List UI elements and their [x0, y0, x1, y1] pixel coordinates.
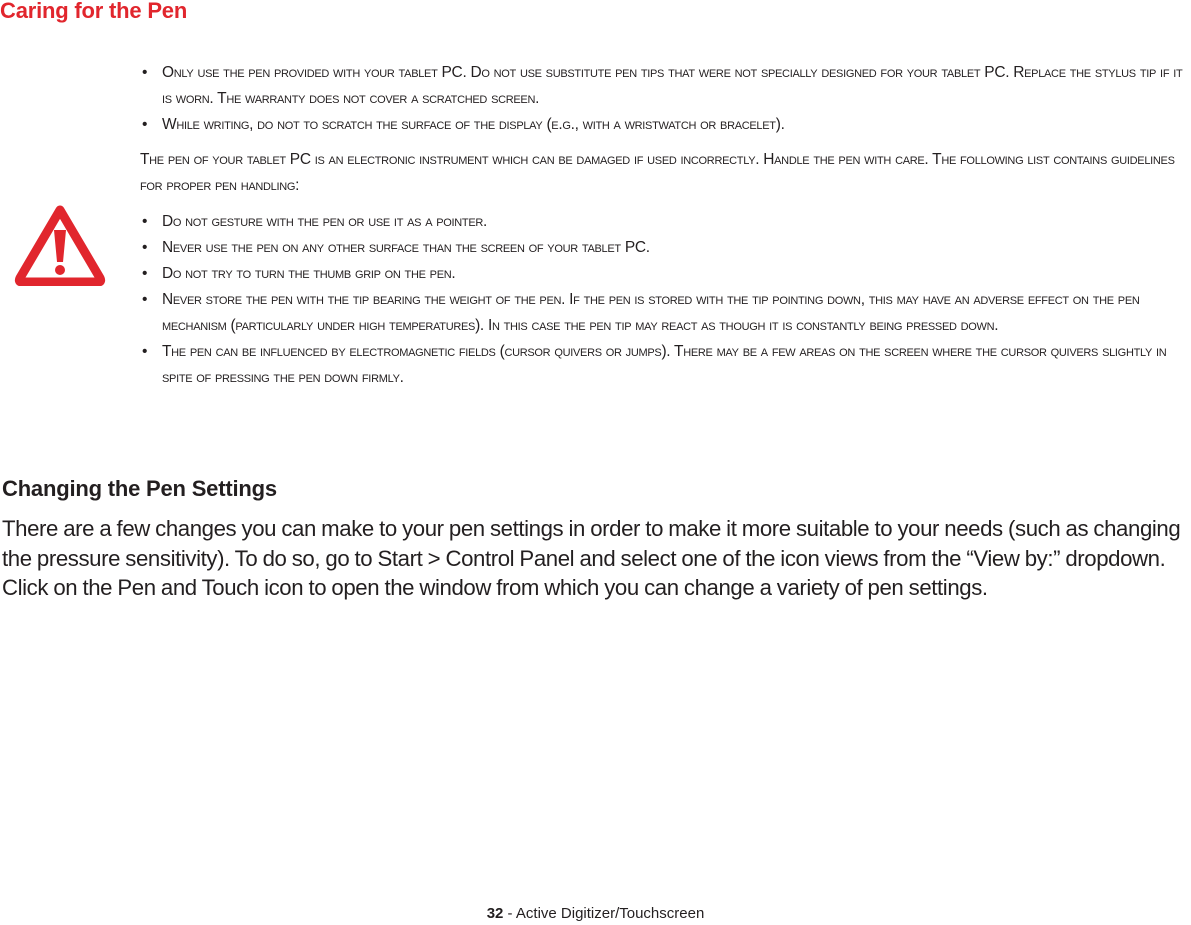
list-item-text: While writing, do not to scratch the surface of the display (e.g., with a wristwatch or bracelet). — [162, 116, 785, 133]
section-title-caring: Caring for the Pen — [0, 0, 188, 23]
list-item: • Do not gesture with the pen or use it as a pointer. — [142, 209, 1188, 235]
footer-separator: - — [503, 905, 516, 922]
warning-triangle-icon — [14, 204, 106, 286]
list-item-text: Do not gesture with the pen or use it as a pointer. — [162, 213, 488, 230]
pen-handling-list — [142, 209, 1188, 391]
list-item-text: Only use the pen provided with your tablet PC. Do not use substitute pen tips that were not specially designed for your tablet PC. Replace the stylus tip if it is worn. The warranty does not cover a scratched screen. — [162, 64, 1183, 107]
list-item-text: The pen can be influenced by electromagnetic fields (cursor quivers or jumps). There may be a few areas on the screen where the cursor quivers slightly in spite of pressing the pen down firmly. — [162, 343, 1167, 386]
page-footer — [0, 905, 1191, 922]
list-item-text: Never store the pen with the tip bearing the weight of the pen. If the pen is stored with the tip pointing down, this may have an adverse effect on the pen mechanism (particularly under high temperatures). In this case the pen tip may react as though it is constantly being pressed down. — [162, 291, 1140, 334]
section-title-pen-settings: Changing the Pen Settings — [2, 476, 277, 501]
page-number: 32 — [486, 905, 504, 922]
list-item-text: Never use the pen on any other surface than the screen of your tablet PC. — [162, 239, 650, 256]
list-item: • The pen can be influenced by electromagnetic fields (cursor quivers or jumps). There may be a few areas on the screen where the cursor quivers slightly in spite of pressing the pen down firmly. — [142, 339, 1188, 391]
list-item: • Only use the pen provided with your tablet PC. Do not use substitute pen tips that were not specially designed for your tablet PC. Replace the stylus tip if it is worn. The warranty does not cover a scratched screen. — [142, 60, 1188, 112]
list-item: • Never use the pen on any other surface than the screen of your tablet PC. — [142, 235, 1188, 261]
pen-care-list — [142, 60, 1188, 138]
list-item: • Do not try to turn the thumb grip on the pen. — [142, 261, 1188, 287]
pen-intro-paragraph: The pen of your tablet PC is an electronic instrument which can be damaged if used incorrectly. Handle the pen with care. The following list contains guidelines for proper pen handling: — [140, 151, 1175, 194]
list-item: • Never store the pen with the tip bearing the weight of the pen. If the pen is stored with the tip pointing down, this may have an adverse effect on the pen mechanism (particularly under high temperatures). In this case the pen tip may react as though it is constantly being pressed down. — [142, 287, 1188, 339]
pen-settings-paragraph: There are a few changes you can make to your pen settings in order to make it more suitable to your needs (such as changing the pressure sensitivity). To do so, go to Start > Control Panel and select one of the icon views from the “View by:” dropdown. Click on the Pen and Touch icon to open the window from which you can change a variety of pen settings. — [2, 516, 1181, 600]
list-item: • While writing, do not to scratch the surface of the display (e.g., with a wristwatch or bracelet). — [142, 112, 1188, 138]
footer-chapter: Active Digitizer/Touchscreen — [515, 905, 705, 922]
list-item-text: Do not try to turn the thumb grip on the pen. — [162, 265, 456, 282]
